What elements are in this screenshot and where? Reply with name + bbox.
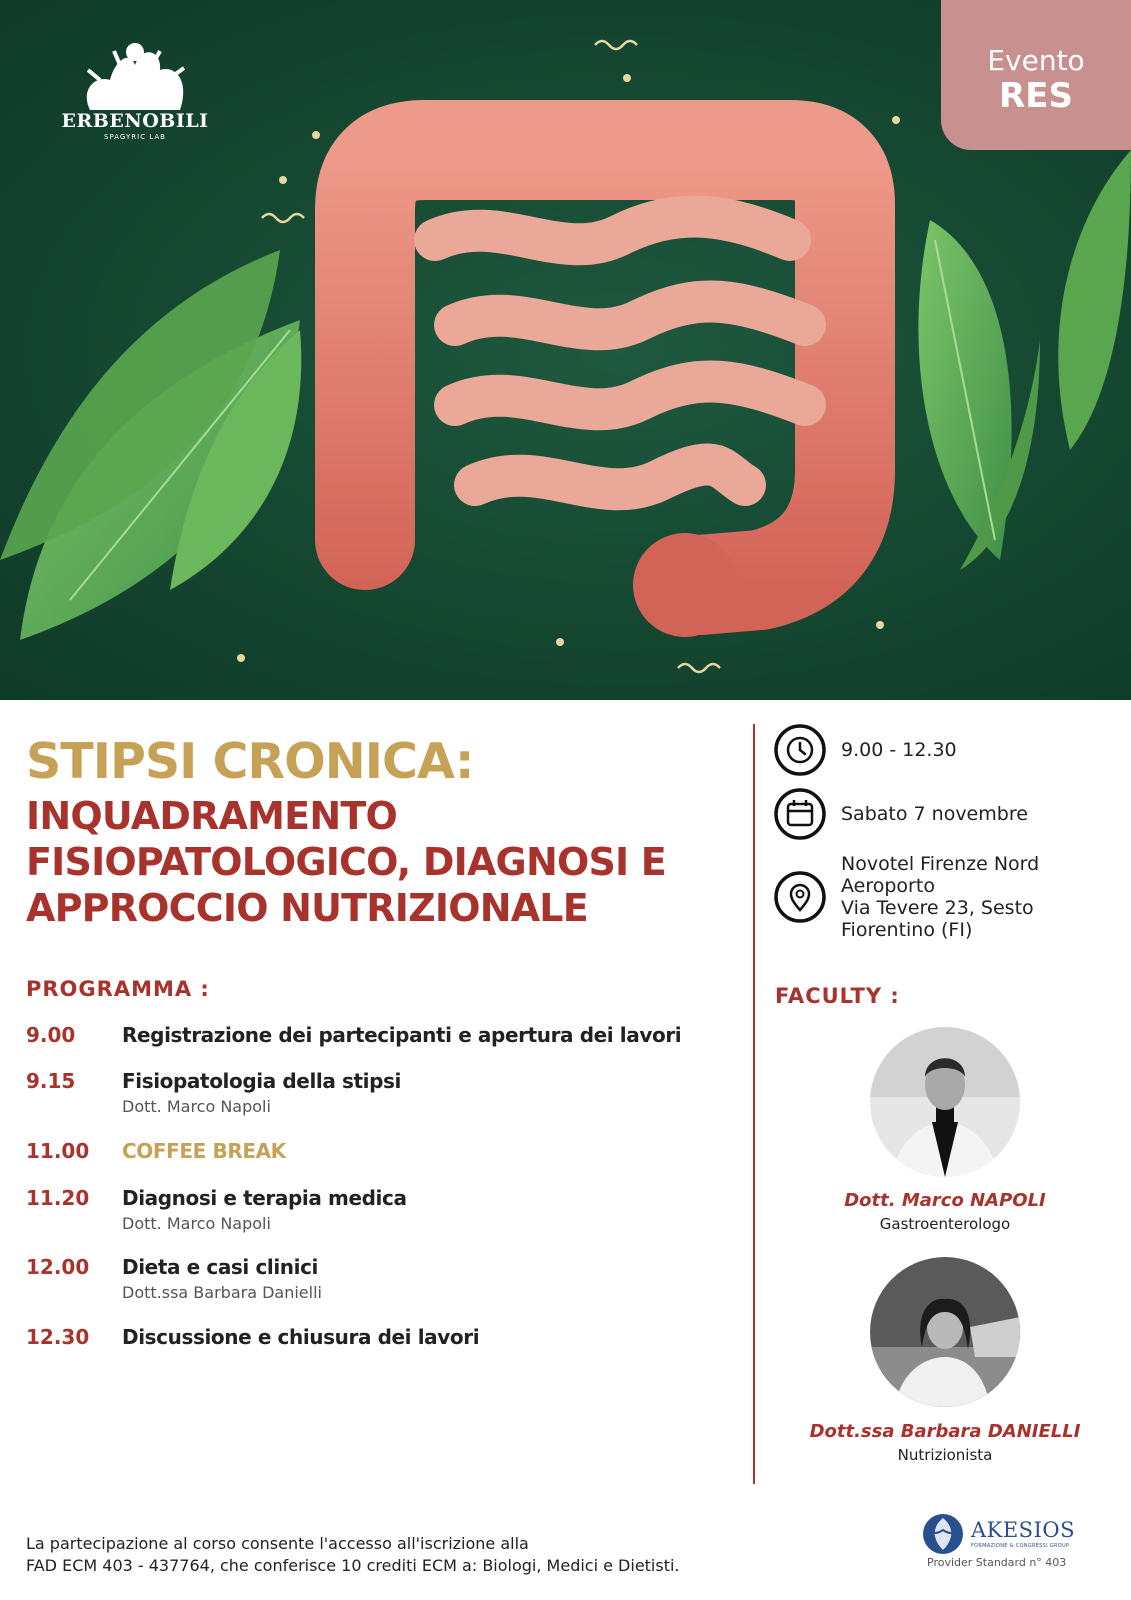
faculty-role: Gastroenterologo	[879, 1215, 1011, 1233]
footer-line: FAD ECM 403 - 437764, che conferisce 10 crediti ECM a: Biologi, Medici e Dietisti.	[26, 1556, 680, 1575]
footer-line: La partecipazione al corso consente l'accesso all'iscrizione alla	[26, 1534, 529, 1553]
program-speaker: Dott. Marco Napoli	[122, 1214, 271, 1233]
logo-emblem-icon	[70, 40, 200, 112]
faculty-name: Dott. Marco NAPOLI	[844, 1190, 1046, 1211]
program-time: 9.15	[26, 1069, 76, 1093]
program-time: 12.00	[26, 1255, 90, 1279]
logo-subtitle: SPAGYRIC LAB	[104, 133, 166, 141]
program-speaker: Dott.ssa Barbara Danielli	[122, 1283, 322, 1302]
faculty-heading: FACULTY :	[775, 984, 900, 1008]
portrait-danielli	[870, 1257, 1020, 1407]
program-title: Discussione e chiusura dei lavori	[122, 1325, 480, 1349]
program-speaker: Dott. Marco Napoli	[122, 1097, 271, 1116]
avatar	[870, 1027, 1020, 1177]
portrait-napoli	[870, 1027, 1020, 1177]
event-badge	[941, 0, 1131, 150]
faculty-role: Nutrizionista	[897, 1446, 993, 1464]
location-line: Aeroporto	[841, 875, 935, 897]
akesios-emblem-icon	[917, 1512, 969, 1556]
event-title	[26, 735, 736, 931]
logo-name: ERBENOBILI	[61, 110, 209, 132]
title-subtitle-line: FISIOPATOLOGICO, DIAGNOSI E	[26, 840, 666, 884]
akesios-tagline: FORMAZIONE & CONGRESSI GROUP	[971, 1543, 1070, 1549]
program-title: Diagnosi e terapia medica	[122, 1186, 407, 1210]
akesios-logo	[915, 1510, 1075, 1570]
title-subtitle-line: APPROCCIO NUTRIZIONALE	[26, 886, 588, 930]
faculty-name: Dott.ssa Barbara DANIELLI	[809, 1421, 1081, 1442]
program-time: 11.00	[26, 1139, 90, 1163]
event-date: Sabato 7 novembre	[841, 803, 1028, 825]
program-title: Dieta e casi clinici	[122, 1255, 319, 1279]
program-title: Registrazione dei partecipanti e apertura dei lavori	[122, 1023, 682, 1047]
event-location	[841, 853, 1039, 941]
program-title: Fisiopatologia della stipsi	[122, 1069, 402, 1093]
location-line: Via Tevere 23, Sesto	[841, 897, 1034, 919]
title-subtitle-line: INQUADRAMENTO	[26, 794, 397, 838]
location-line: Fiorentino (FI)	[841, 919, 973, 941]
program-time: 11.20	[26, 1186, 90, 1210]
badge-type: RES	[999, 76, 1073, 116]
program-heading: PROGRAMMA :	[26, 977, 210, 1001]
hero-banner	[0, 0, 1131, 700]
akesios-name: AKESIOS	[971, 1518, 1075, 1542]
program-title: COFFEE BREAK	[122, 1139, 286, 1163]
clock-icon	[773, 723, 827, 777]
erbenobili-logo	[40, 40, 230, 160]
location-pin-icon	[773, 870, 827, 924]
ecm-credits-note	[26, 1533, 680, 1577]
calendar-icon	[773, 787, 827, 841]
badge-label: Evento	[987, 44, 1085, 77]
location-line: Novotel Firenze Nord	[841, 853, 1040, 875]
event-time: 9.00 - 12.30	[841, 739, 957, 761]
title-subtitle	[26, 793, 736, 931]
program-time: 9.00	[26, 1023, 76, 1047]
provider-standard: Provider Standard n° 403	[927, 1556, 1067, 1569]
program-time: 12.30	[26, 1325, 90, 1349]
avatar	[870, 1257, 1020, 1407]
title-main: STIPSI CRONICA:	[26, 733, 474, 790]
column-divider	[753, 724, 755, 1484]
